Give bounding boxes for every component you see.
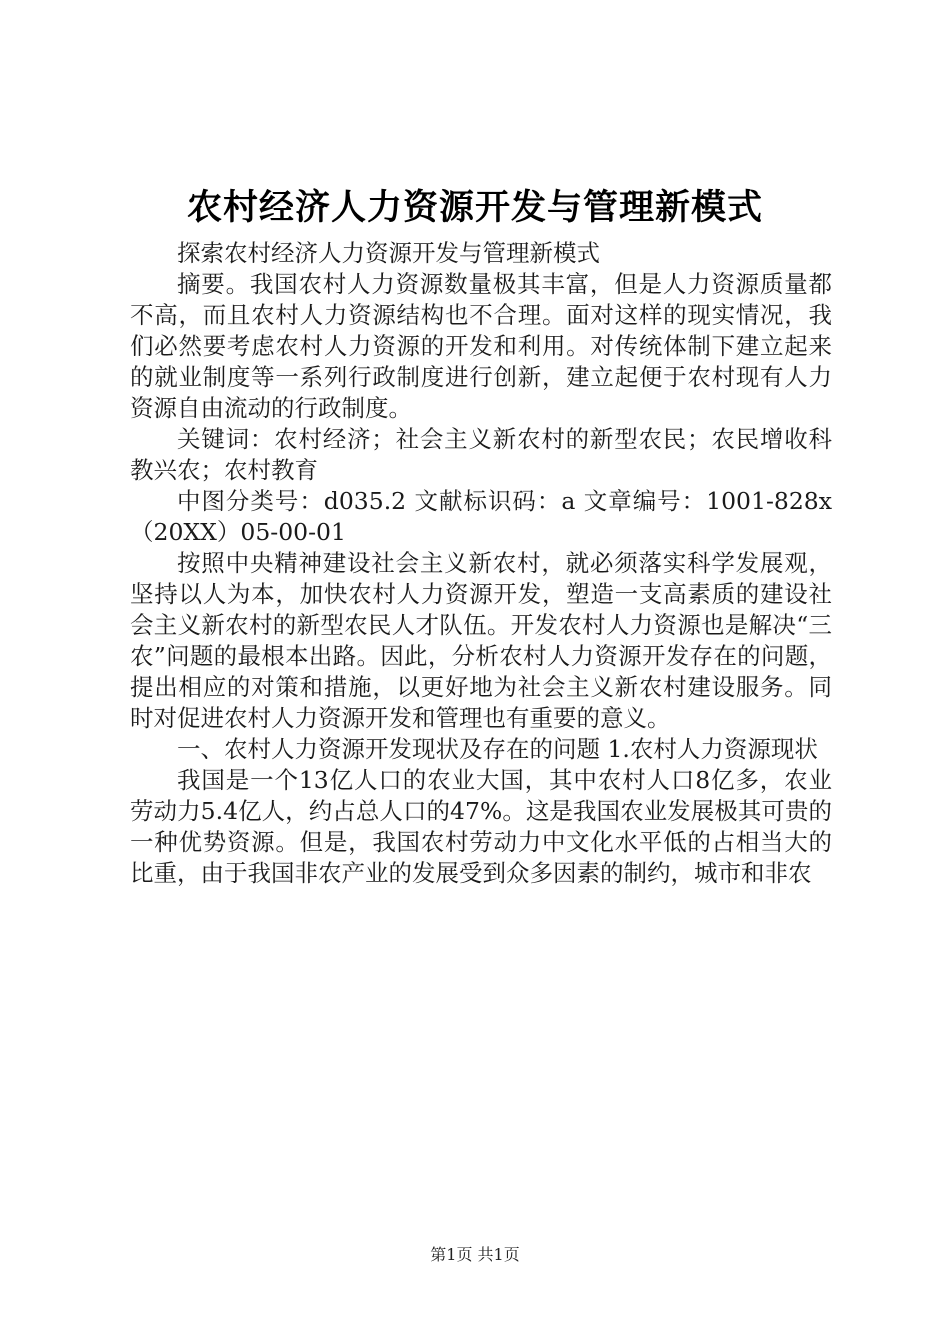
page-footer: 第1页 共1页 xyxy=(430,1245,520,1264)
subtitle-paragraph: 探索农村经济人力资源开发与管理新模式 xyxy=(177,239,600,267)
document-body xyxy=(130,238,832,889)
content-paragraph: 我国是一个13亿人口的农业大国，其中农村人口8亿多，农业劳动力5.4亿人，约占总人口的47%。这是我国农业发展极其可贵的一种优势资源。但是，我国农村劳动力中文化水平低的占相当大的比重，由于我国非农产业的发展受到众多因素的制约，城市和非农 xyxy=(130,766,832,887)
intro-paragraph: 按照中央精神建设社会主义新农村，就必须落实科学发展观，坚持以人为本，加快农村人力资源开发，塑造一支高素质的建设社会主义新农村的新型农民人才队伍。开发农村人力资源也是解决“三农”问题的最根本出路。因此，分析农村人力资源开发存在的问题，提出相应的对策和措施，以更好地为社会主义新农村建设服务。同时对促进农村人力资源开发和管理也有重要的意义。 xyxy=(130,549,832,732)
section-heading-paragraph: 一、农村人力资源开发现状及存在的问题 1.农村人力资源现状 xyxy=(177,735,818,763)
keywords-paragraph: 关键词：农村经济；社会主义新农村的新型农民；农民增收科教兴农；农村教育 xyxy=(130,425,832,484)
document-title: 农村经济人力资源开发与管理新模式 xyxy=(186,187,763,228)
abstract-paragraph: 摘要。我国农村人力资源数量极其丰富，但是人力资源质量都不高，而且农村人力资源结构也不合理。面对这样的现实情况，我们必然要考虑农村人力资源的开发和利用。对传统体制下建立起来的就业制度等一系列行政制度进行创新，建立起便于农村现有人力资源自由流动的行政制度。 xyxy=(130,270,832,422)
classification-paragraph: 中图分类号：d035.2 文献标识码：a 文章编号：1001-828x（20XX）05-00-01 xyxy=(130,487,832,546)
